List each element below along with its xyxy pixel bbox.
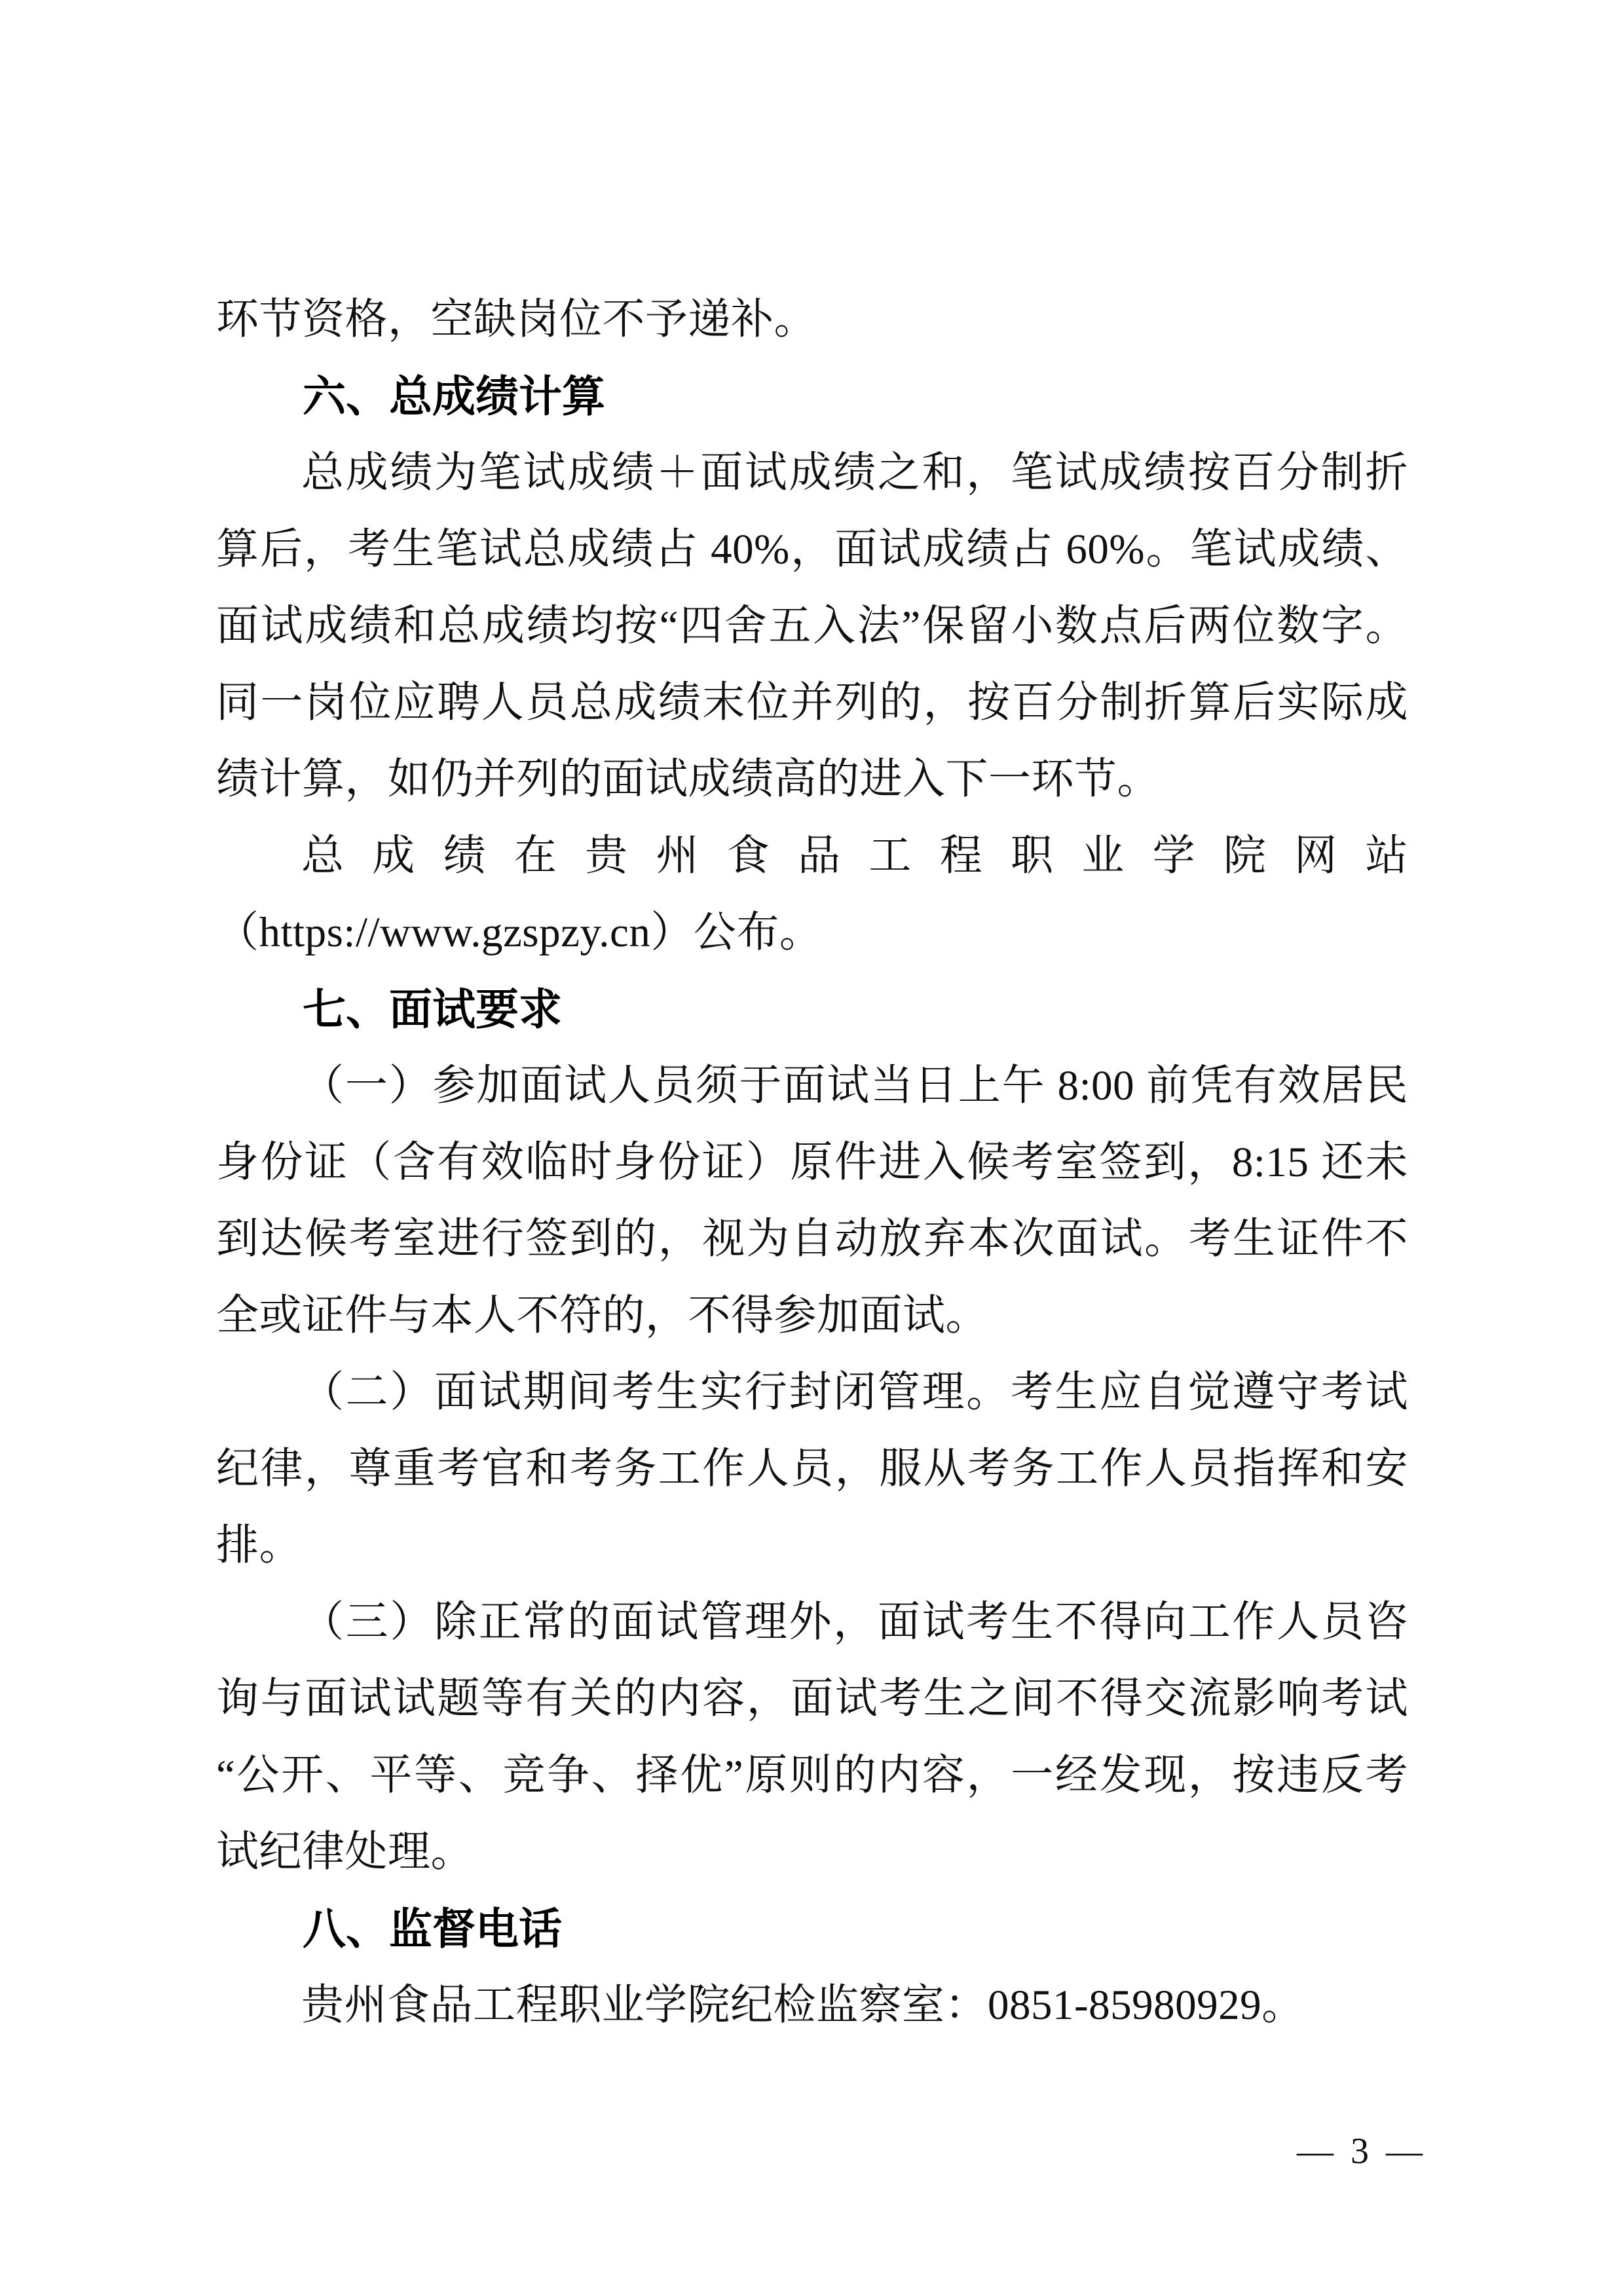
para-score-calculation: 总成绩为笔试成绩＋面试成绩之和，笔试成绩按百分制折算后，考生笔试总成绩占 40%，面试成绩占 60%。笔试成绩、面试成绩和总成绩均按“四舍五入法”保留小数点后两位数字。同一岗位应聘人员总成绩末位并列的，按百分制折算后实际成绩计算，如仍并列的面试成绩高的进入下一环节。 (216, 449, 1408, 803)
section-heading-6-total-score: 六、总成绩计算 (303, 372, 605, 420)
para-score-announcement-text: 总成绩在贵州食品工程职业学院网站 (301, 832, 1408, 880)
para-supervision-phone: 贵州食品工程职业学院纪检监察室：0851-85980929。 (301, 1982, 1305, 2029)
page-number: — 3 — (1297, 2131, 1427, 2172)
para-continuation: 环节资格，空缺岗位不予递补。 (216, 296, 817, 343)
document-body (216, 282, 1408, 2044)
section-heading-8-supervision-phone: 八、监督电话 (303, 1904, 562, 1953)
section-heading-7-interview-requirements: 七、面试要求 (303, 985, 562, 1033)
page-footer (1297, 2130, 1427, 2174)
para-score-announcement (216, 818, 1408, 971)
para-interview-requirement-3: （三）除正常的面试管理外，面试考生不得向工作人员咨询与面试试题等有关的内容，面试考生之间不得交流影响考试“公开、平等、竞争、择优”原则的内容，一经发现，按违反考试纪律处理。 (216, 1599, 1408, 1876)
para-interview-requirement-1: （一）参加面试人员须于面试当日上午 8:00 前凭有效居民身份证（含有效临时身份证）原件进入候考室签到，8:15 还未到达候考室进行签到的，视为自动放弃本次面试。考生证件不全或证件与本人不符的，不得参加面试。 (216, 1062, 1408, 1339)
para-interview-requirement-2: （二）面试期间考生实行封闭管理。考生应自觉遵守考试纪律，尊重考官和考务工作人员，服从考务工作人员指挥和安排。 (216, 1369, 1408, 1569)
website-url-text: （https://www.gzspzy.cn）公布。 (216, 909, 823, 956)
